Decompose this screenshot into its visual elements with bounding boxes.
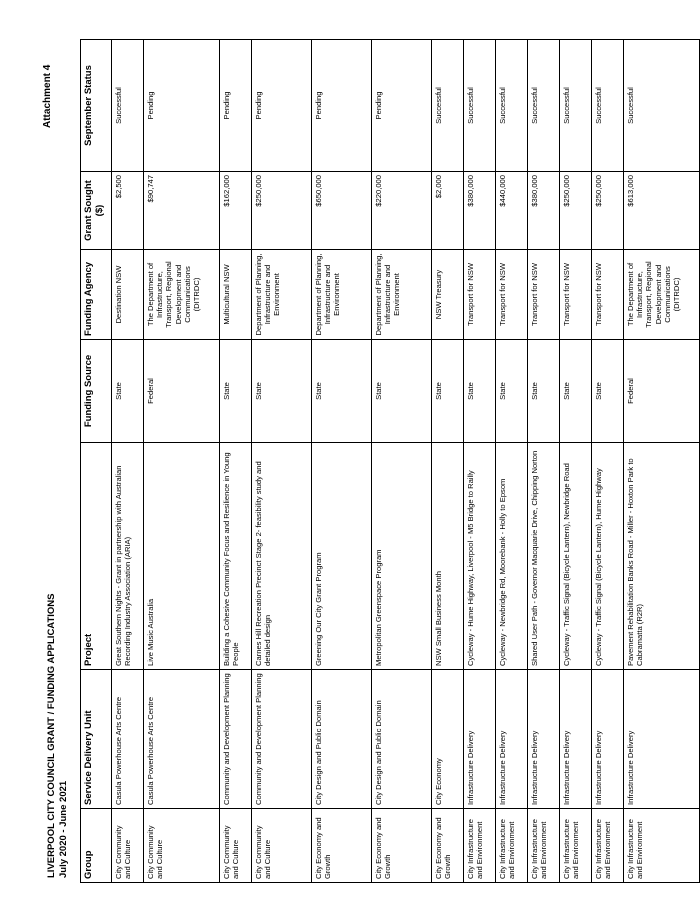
table-row <box>312 40 372 883</box>
cell-unit: Infrastructure Delivery <box>560 670 592 809</box>
cell-source: Federal <box>144 340 220 443</box>
cell-project: Building a Cohesive Community Focus and Resilience in Young People <box>220 443 252 670</box>
cell-status: Pending <box>372 40 432 172</box>
cell-group: City Infrastructure and Environment <box>624 809 700 883</box>
cell-group: City Infrastructure and Environment <box>560 809 592 883</box>
table-row <box>252 40 312 883</box>
cell-project: Cycleway - Newbridge Rd, Moorebank - Holly to Epsom <box>496 443 528 670</box>
cell-grant: $220,000 <box>372 172 432 250</box>
cell-source: State <box>112 340 144 443</box>
cell-grant: $250,000 <box>560 172 592 250</box>
cell-source: State <box>528 340 560 443</box>
cell-group: City Economy and Growth <box>372 809 432 883</box>
table-row <box>432 40 464 883</box>
cell-group: City Infrastructure and Environment <box>464 809 496 883</box>
cell-group: City Infrastructure and Environment <box>592 809 624 883</box>
cell-unit: Infrastructure Delivery <box>624 670 700 809</box>
cell-unit: City Design and Public Domain <box>372 670 432 809</box>
cell-unit: Casula Powerhouse Arts Centre <box>112 670 144 809</box>
cell-group: City Community and Culture <box>144 809 220 883</box>
table-row <box>112 40 144 883</box>
cell-group: City Economy and Growth <box>312 809 372 883</box>
cell-agency: Transport for NSW <box>592 250 624 340</box>
cell-agency: Transport for NSW <box>560 250 592 340</box>
document-period: July 2020 - June 2021 <box>58 780 69 878</box>
cell-source: Federal <box>624 340 700 443</box>
header-grant-sought: Grant Sought ($) <box>81 172 112 250</box>
cell-status: Pending <box>252 40 312 172</box>
header-project: Project <box>81 443 112 670</box>
cell-grant: $162,000 <box>220 172 252 250</box>
cell-grant: $250,000 <box>592 172 624 250</box>
cell-agency: Transport for NSW <box>464 250 496 340</box>
cell-group: City Community and Culture <box>252 809 312 883</box>
attachment-label: Attachment 4 <box>42 64 53 128</box>
cell-status: Successful <box>560 40 592 172</box>
cell-project: Cycleway - Hume Highway, Liverpool - M5 Bridge to Railly <box>464 443 496 670</box>
grants-table <box>80 39 700 883</box>
cell-grant: $613,000 <box>624 172 700 250</box>
cell-agency: Department of Planning, Infrastructure and Environment <box>252 250 312 340</box>
cell-project: Greening Our City Grant Program <box>312 443 372 670</box>
cell-grant: $440,000 <box>496 172 528 250</box>
cell-project: Carnes Hill Recreation Precinct Stage 2- feasibility study and detailed design <box>252 443 312 670</box>
cell-group: City Economy and Growth <box>432 809 464 883</box>
cell-unit: Casula Powerhouse Arts Centre <box>144 670 220 809</box>
cell-status: Successful <box>528 40 560 172</box>
cell-grant: $650,000 <box>312 172 372 250</box>
table-row <box>528 40 560 883</box>
cell-project: Great Southern Nights - Grant in partnership with Australian Recording Industry Association (ARIA) <box>112 443 144 670</box>
cell-grant: $90,747 <box>144 172 220 250</box>
cell-agency: NSW Treasury <box>432 250 464 340</box>
cell-source: State <box>464 340 496 443</box>
cell-agency: Department of Planning, Infrastructure and Environment <box>312 250 372 340</box>
cell-unit: Infrastructure Delivery <box>528 670 560 809</box>
table-row <box>372 40 432 883</box>
cell-grant: $380,000 <box>528 172 560 250</box>
cell-source: State <box>592 340 624 443</box>
cell-project: Cycleway - Traffic Signal (Bicycle Lantern), Hume Highway <box>592 443 624 670</box>
cell-unit: City Design and Public Domain <box>312 670 372 809</box>
title-block <box>46 594 70 879</box>
table-row <box>624 40 700 883</box>
cell-grant: $2,500 <box>112 172 144 250</box>
cell-group: City Community and Culture <box>112 809 144 883</box>
cell-status: Successful <box>112 40 144 172</box>
table-row <box>464 40 496 883</box>
table-row <box>592 40 624 883</box>
cell-agency: The Department of Infrastructure, Transport, Regional Development and Communications (DITRDC) <box>144 250 220 340</box>
cell-project: Pavement Rehabilitation Banks Road - Miller - Hoxton Park to Cabramatta (R2R) <box>624 443 700 670</box>
cell-group: City Infrastructure and Environment <box>528 809 560 883</box>
cell-project: Shared User Path - Governor Macquarie Drive, Chipping Norton <box>528 443 560 670</box>
header-service-delivery-unit: Service Delivery Unit <box>81 670 112 809</box>
table-row <box>144 40 220 883</box>
cell-source: State <box>432 340 464 443</box>
cell-grant: $380,000 <box>464 172 496 250</box>
cell-status: Successful <box>624 40 700 172</box>
table-row <box>560 40 592 883</box>
cell-source: State <box>496 340 528 443</box>
cell-agency: Transport for NSW <box>528 250 560 340</box>
cell-agency: Department of Planning, Infrastructure and Environment <box>372 250 432 340</box>
table-header-row <box>81 40 112 883</box>
document-title: LIVERPOOL CITY COUNCIL GRANT / FUNDING APPLICATIONS <box>46 593 57 878</box>
table-row <box>496 40 528 883</box>
header-group: Group <box>81 809 112 883</box>
cell-project: Metropolitan Greenspace Program <box>372 443 432 670</box>
cell-status: Successful <box>592 40 624 172</box>
cell-status: Pending <box>220 40 252 172</box>
cell-agency: Multicultural NSW <box>220 250 252 340</box>
cell-unit: Infrastructure Delivery <box>496 670 528 809</box>
cell-project: Live Music Australia <box>144 443 220 670</box>
cell-unit: Infrastructure Delivery <box>592 670 624 809</box>
header-funding-agency: Funding Agency <box>81 250 112 340</box>
cell-source: State <box>252 340 312 443</box>
header-funding-source: Funding Source <box>81 340 112 443</box>
cell-source: State <box>560 340 592 443</box>
cell-source: State <box>220 340 252 443</box>
cell-status: Pending <box>144 40 220 172</box>
cell-agency: The Department of Infrastructure, Transport, Regional Development and Communications (DITRDC) <box>624 250 700 340</box>
cell-status: Pending <box>312 40 372 172</box>
cell-project: NSW Small Business Month <box>432 443 464 670</box>
cell-status: Successful <box>464 40 496 172</box>
table-row <box>220 40 252 883</box>
cell-unit: City Economy <box>432 670 464 809</box>
cell-status: Successful <box>496 40 528 172</box>
cell-unit: Infrastructure Delivery <box>464 670 496 809</box>
cell-source: State <box>312 340 372 443</box>
cell-grant: $250,000 <box>252 172 312 250</box>
cell-grant: $2,000 <box>432 172 464 250</box>
cell-group: City Infrastructure and Environment <box>496 809 528 883</box>
cell-status: Successful <box>432 40 464 172</box>
cell-agency: Transport for NSW <box>496 250 528 340</box>
cell-source: State <box>372 340 432 443</box>
cell-unit: Community and Development Planning <box>220 670 252 809</box>
table-body <box>112 40 700 883</box>
header-september-status: September Status <box>81 40 112 172</box>
cell-agency: Destination NSW <box>112 250 144 340</box>
cell-project: Cycleway - Traffic Signal (Bicycle Lantern), Newbridge Road <box>560 443 592 670</box>
cell-group: City Community and Culture <box>220 809 252 883</box>
cell-unit: Community and Development Planning <box>252 670 312 809</box>
